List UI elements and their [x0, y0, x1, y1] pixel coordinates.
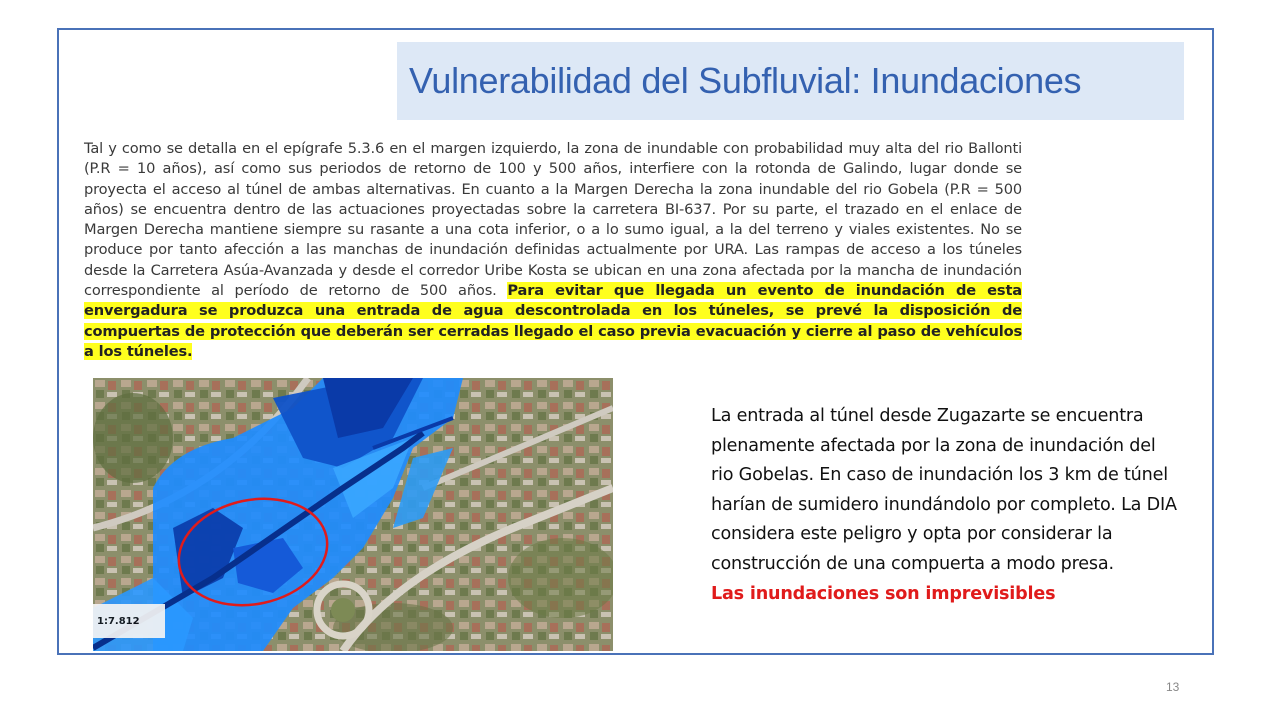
flood-map-image — [93, 378, 613, 651]
excerpt-highlight: Para evitar que llegada un evento de inundación de esta envergadura se produzca una entrada de agua descontrolada en los túneles, se prevé la disposición de compuertas de protección que deberán ser cerradas llegado el caso previa evacuación y cierre al paso de vehículos a los túneles. — [84, 282, 1022, 360]
flood-map-graphic — [93, 378, 613, 651]
document-excerpt — [84, 139, 1022, 362]
excerpt-text: Tal y como se detalla en el epígrafe 5.3.6 en el margen izquierdo, la zona de inundable con probabilidad muy alta del rio Ballonti (P.R = 10 años), así como sus periodos de retorno de 100 y 500 años, interfiere con la rotonda de Galindo, lugar donde se proyecta el acceso al túnel de ambas alternativas. En cuanto a la Margen Derecha la zona inundable del rio Gobela (P.R = 500 años) se encuentra dentro de las actuaciones proyectadas sobre la carretera BI-637. Por su parte, el trazado en el enlace de Margen Derecha mantiene siempre su rasante a una cota inferior, o a lo sumo igual, a la del terreno y viales existentes. No se produce por tanto afección a las manchas de inundación definidas actualmente por URA. Las rampas de acceso a los túneles desde la Carretera Asúa-Avanzada y desde el corredor Uribe Kosta se ubican en una zona afectada por la mancha de inundación correspondiente al período de retorno de 500 años. — [84, 140, 1022, 300]
description-text — [711, 402, 1181, 609]
page-number: 13 — [1166, 680, 1180, 694]
page-title: Vulnerabilidad del Subfluvial: Inundaciones — [409, 60, 1082, 101]
map-scale-label: 1:7.812 — [93, 604, 165, 638]
description-body: La entrada al túnel desde Zugazarte se encuentra plenamente afectada por la zona de inundación del rio Gobelas. En caso de inundación los 3 km de túnel harían de sumidero inundándolo por completo. La DIA considera este peligro y opta por considerar la construcción de una compuerta a modo presa. — [711, 406, 1177, 574]
title-banner — [397, 42, 1184, 120]
warning-text: Las inundaciones son imprevisibles — [711, 583, 1056, 604]
